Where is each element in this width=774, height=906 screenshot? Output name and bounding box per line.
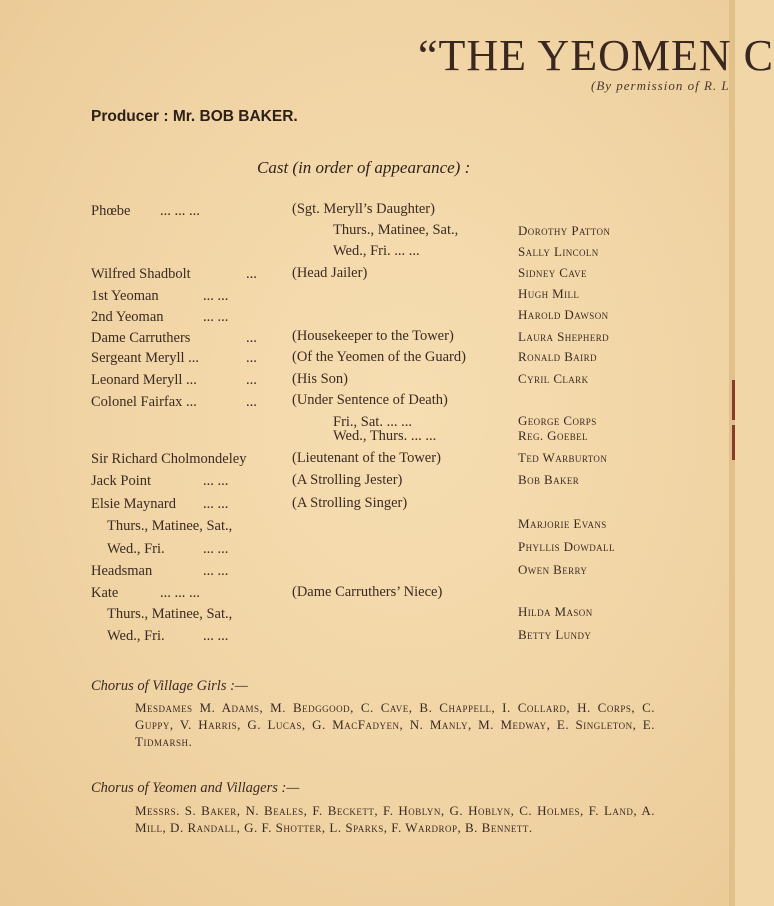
role-description: (Under Sentence of Death) [292,392,448,408]
leader-dots: ... ... ... [160,585,200,601]
chorus-yeomen-names: Messrs. S. Baker, N. Beales, F. Beckett, F. Hoblyn, G. Hoblyn, C. Holmes, F. Land, A. Mill, D. Randall, G. F. Shotter, L. Sparks, F. Wardrop, B. Bennett. [135,803,655,835]
leader-dots: ... ... [203,473,229,489]
chorus-girls-names: Mesdames M. Adams, M. Bedggood, C. Cave, B. Chappell, I. Collard, H. Corps, C. Guppy, V. Harris, G. Lucas, G. MacFadyen, N. Manly, M. Medway, E. Singleton, E. Tidmarsh. [135,700,655,749]
role-description: (Housekeeper to the Tower) [292,328,454,344]
leader-dots: ... [246,372,257,388]
actor-name: Hilda Mason [518,604,593,619]
performance-dates: Wed., Fri. [107,628,165,644]
actor-name: Dorothy Patton [518,223,611,238]
performance-dates: Wed., Thurs. ... ... [333,428,437,444]
actor-name: Harold Dawson [518,307,609,322]
role-name: Sir Richard Cholmondeley [91,451,247,467]
role-name: 1st Yeoman [91,288,159,304]
role-description: (Head Jailer) [292,265,368,281]
performance-dates: Thurs., Matinee, Sat., [107,606,233,622]
role-description: (Of the Yeomen of the Guard) [292,349,466,365]
role-description: (Sgt. Meryll’s Daughter) [292,201,435,217]
role-name: Dame Carruthers [91,330,191,346]
performance-dates: Thurs., Matinee, Sat., [107,518,233,534]
role-description: (Lieutenant of the Tower) [292,450,441,466]
actor-name: Owen Berry [518,562,588,577]
edge-mark [732,425,735,460]
role-name: Kate [91,585,119,601]
actor-name: Phyllis Dowdall [518,539,615,554]
leader-dots: ... ... [203,288,229,304]
role-name: Leonard Meryll ... [91,372,197,388]
role-name: Sergeant Meryll ... [91,350,200,366]
permission-note: (By permission of R. L [591,78,730,93]
performance-dates: Wed., Fri. [107,541,165,557]
performance-dates: Fri., Sat. ... ... [333,414,412,430]
actor-name: Hugh Mill [518,286,580,301]
chorus-girls-heading: Chorus of Village Girls :— [91,678,248,694]
leader-dots: ... ... [203,541,229,557]
actor-name: Sally Lincoln [518,244,599,259]
leader-dots: ... ... ... [160,203,200,219]
role-description: (A Strolling Singer) [292,495,408,511]
role-name: Elsie Maynard [91,496,176,512]
actor-name: George Corps [518,413,597,428]
leader-dots: ... [246,266,257,282]
chorus-yeomen-heading: Chorus of Yeomen and Villagers :— [91,780,300,796]
actor-name: Cyril Clark [518,371,589,386]
leader-dots: ... ... [203,563,229,579]
actor-name: Sidney Cave [518,265,587,280]
role-description: (His Son) [292,371,348,387]
role-description: (A Strolling Jester) [292,472,403,488]
actor-name: Ronald Baird [518,349,597,364]
performance-dates: Wed., Fri. ... ... [333,243,420,259]
edge-mark [732,380,735,420]
role-description: (Dame Carruthers’ Niece) [292,584,443,600]
actor-name: Betty Lundy [518,627,592,642]
leader-dots: ... ... [203,496,229,512]
role-name: 2nd Yeoman [91,309,164,325]
role-name: Jack Point [91,473,152,489]
actor-name: Ted Warburton [518,450,608,465]
actor-name: Reg. Goebel [518,428,588,443]
role-name: Phœbe [91,203,131,219]
leader-dots: ... [246,330,257,346]
leader-dots: ... [246,394,257,410]
production-title: “THE YEOMEN C [418,31,774,80]
role-name: Headsman [91,563,153,579]
leader-dots: ... ... [203,628,229,644]
performance-dates: Thurs., Matinee, Sat., [333,222,459,238]
role-name: Wilfred Shadbolt [91,266,191,282]
producer-credit: Producer : Mr. BOB BAKER. [91,108,298,125]
actor-name: Laura Shepherd [518,329,610,344]
cast-heading: Cast (in order of appearance) : [257,158,471,177]
actor-name: Bob Baker [518,472,580,487]
leader-dots: ... ... [203,309,229,325]
actor-name: Marjorie Evans [518,516,607,531]
leader-dots: ... [246,350,257,366]
role-name: Colonel Fairfax ... [91,394,197,410]
